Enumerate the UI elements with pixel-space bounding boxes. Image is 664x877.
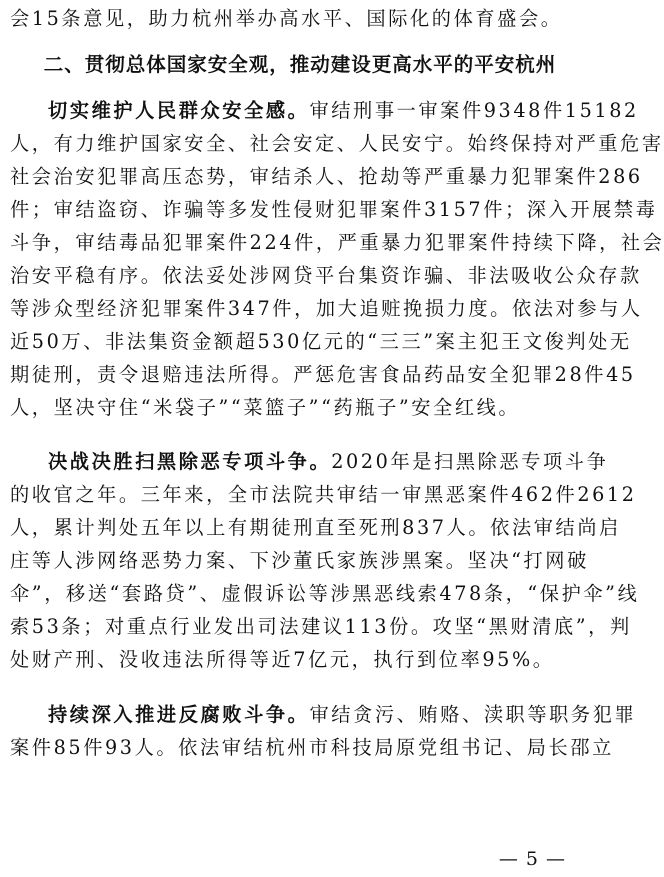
text-line: 会15条意见，助力杭州举办高水平、国际化的体育盛会。: [10, 7, 563, 30]
page-number: — 5 —: [498, 848, 566, 870]
text-line: 等涉众型经济犯罪案件347件，加大追赃挽损力度。依法对参与人: [10, 297, 643, 320]
text-line: 伞”，移送“套路贷”、虚假诉讼等涉黑恶线索478条，“保护伞”线: [10, 582, 640, 605]
text-line: 人，坚决守住“米袋子”“菜篮子”“药瓶子”安全红线。: [10, 396, 521, 419]
paragraph-first-line: [10, 699, 637, 731]
section-heading: 二、贯彻总体国家安全观，推动建设更高水平的平安杭州: [43, 53, 557, 76]
text-line: 的收官之年。三年来，全市法院共审结一审黑恶案件462件2612: [10, 483, 637, 506]
text-line: 人，有力维护国家安全、社会安定、人民安宁。始终保持对严重危害: [10, 132, 664, 155]
paragraph-lead: 持续深入推进反腐败斗争。: [48, 703, 310, 726]
text-line: 斗争，审结毒品犯罪案件224件，严重暴力犯罪案件持续下降，社会: [10, 231, 664, 254]
text-line: 治安平稳有序。依法妥处涉网贷平台集资诈骗、非法吸收公众存款: [10, 264, 642, 287]
text-line: 处财产刑、没收违法所得等近7亿元，执行到位率95%。: [10, 648, 555, 671]
paragraph-lead: 决战决胜扫黑除恶专项斗争。: [48, 450, 332, 473]
paragraph-text: 2020年是扫黑除恶专项斗争: [331, 450, 609, 473]
paragraph-first-line: [10, 95, 639, 127]
paragraph-text: 审结贪污、贿赂、渎职等职务犯罪: [309, 703, 637, 726]
text-line: 索53条；对重点行业发出司法建议113份。攻坚“黑财清底”，判: [10, 615, 632, 638]
text-line: 社会治安犯罪高压态势，审结杀人、抢劫等严重暴力犯罪案件286: [10, 165, 643, 188]
text-line: 近50万、非法集资金额超530亿元的“三三”案主犯王文俊判处无: [10, 330, 632, 353]
paragraph-first-line: [10, 446, 609, 478]
paragraph-text: 审结刑事一审案件9348件15182: [309, 99, 639, 122]
document-page: [10, 0, 664, 877]
text-line: 案件85件93人。依法审结杭州市科技局原党组书记、局长邵立: [10, 736, 614, 759]
paragraph-lead: 切实维护人民群众安全感。: [48, 99, 310, 122]
text-line: 件；审结盗窃、诈骗等多发性侵财犯罪案件3157件；深入开展禁毒: [10, 198, 658, 221]
text-line: 庄等人涉网络恶势力案、下沙董氏家族涉黑案。坚决“打网破: [10, 549, 589, 572]
text-line: 人，累计判处五年以上有期徒刑直至死刑837人。依法审结尚启: [10, 516, 621, 539]
text-line: 期徒刑，责令退赔违法所得。严惩危害食品药品安全犯罪28件45: [10, 363, 636, 386]
